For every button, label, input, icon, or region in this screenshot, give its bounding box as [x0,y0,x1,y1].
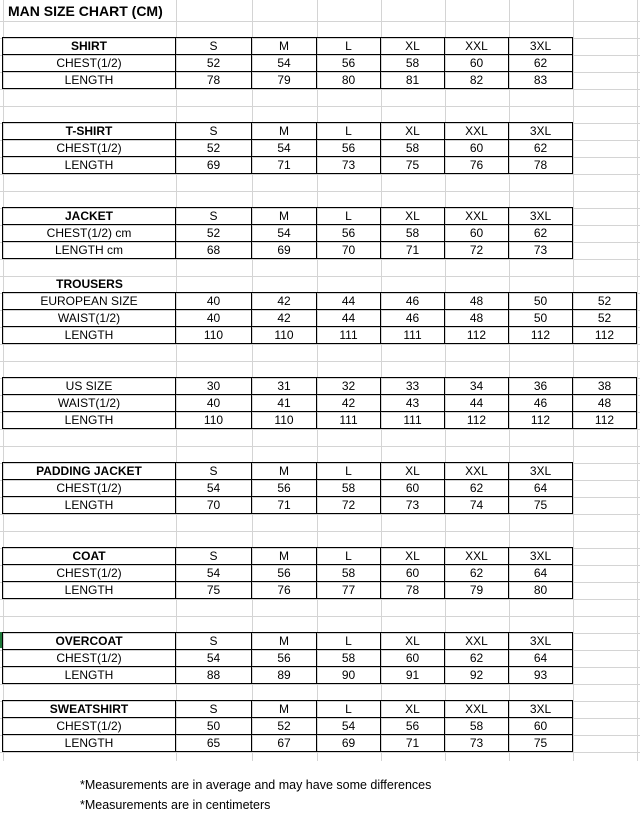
overcoat-header-cell[interactable]: L [316,632,381,650]
padding-jacket-cell[interactable]: 54 [175,479,252,497]
trousers-us-cell[interactable]: US SIZE [2,377,176,395]
trousers-eu-cell[interactable]: WAIST(1/2) [2,309,176,327]
jacket-header-cell[interactable]: L [316,207,381,225]
jacket-header-cell[interactable]: XL [380,207,445,225]
gridline-row [0,174,640,175]
padding-jacket-cell[interactable]: 75 [508,496,573,514]
trousers-eu-cell[interactable]: 111 [316,326,381,344]
gridline-row [0,191,640,192]
overcoat-header-cell[interactable]: M [251,632,317,650]
trousers-us-cell[interactable]: 32 [316,377,381,395]
active-cell-marker [0,632,2,648]
shirt-cell[interactable]: 60 [444,54,509,72]
shirt-cell[interactable]: 79 [251,71,317,89]
trousers-eu-cell[interactable]: 52 [572,292,637,310]
trousers-eu-cell[interactable]: 110 [251,326,317,344]
gridline-row [0,684,640,685]
shirt-cell[interactable]: 83 [508,71,573,89]
trousers-us-cell[interactable]: 112 [444,411,509,429]
t-shirt-cell[interactable]: 56 [316,139,381,157]
trousers-eu-cell[interactable]: EUROPEAN SIZE [2,292,176,310]
trousers-us-cell[interactable]: 110 [251,411,317,429]
coat-cell[interactable]: 77 [316,581,381,599]
trousers-eu-cell[interactable]: 44 [316,292,381,310]
overcoat-cell[interactable]: 88 [175,666,252,684]
trousers-eu-cell[interactable]: 40 [175,309,252,327]
gridline-row [0,344,640,345]
trousers-eu-cell[interactable]: LENGTH [2,326,176,344]
coat-header-cell[interactable]: L [316,547,381,565]
overcoat-cell[interactable]: 54 [175,649,252,667]
overcoat-cell[interactable]: 90 [316,666,381,684]
padding-jacket-header-cell[interactable]: S [175,462,252,480]
trousers-us-cell[interactable]: 112 [508,411,573,429]
jacket-cell[interactable]: 72 [444,241,509,259]
sweatshirt-header-cell[interactable]: SWEATSHIRT [2,700,176,718]
jacket-cell[interactable]: 73 [508,241,573,259]
overcoat-header-cell[interactable]: OVERCOAT [2,632,176,650]
overcoat-cell[interactable]: 92 [444,666,509,684]
trousers-us-cell[interactable]: 48 [572,394,637,412]
padding-jacket-cell[interactable]: 74 [444,496,509,514]
sweatshirt-cell[interactable]: CHEST(1/2) [2,717,176,735]
gridline-row [0,106,640,107]
t-shirt-cell[interactable]: 69 [175,156,252,174]
jacket-cell[interactable]: 62 [508,224,573,242]
coat-header-cell[interactable]: M [251,547,317,565]
padding-jacket-cell[interactable]: 72 [316,496,381,514]
sweatshirt-cell[interactable]: 67 [251,734,317,752]
jacket-header-cell[interactable]: S [175,207,252,225]
trousers-eu-cell[interactable]: 40 [175,292,252,310]
padding-jacket-cell[interactable]: CHEST(1/2) [2,479,176,497]
trousers-us-cell[interactable]: 30 [175,377,252,395]
t-shirt-cell[interactable]: LENGTH [2,156,176,174]
footnote-units: *Measurements are in centimeters [80,798,271,812]
padding-jacket-header-cell[interactable]: PADDING JACKET [2,462,176,480]
padding-jacket-cell[interactable]: 73 [380,496,445,514]
sweatshirt-cell[interactable]: 60 [508,717,573,735]
t-shirt-cell[interactable]: 73 [316,156,381,174]
sweatshirt-cell[interactable]: 71 [380,734,445,752]
coat-cell[interactable]: 78 [380,581,445,599]
shirt-cell[interactable]: 52 [175,54,252,72]
sweatshirt-header-cell[interactable]: M [251,700,317,718]
t-shirt-cell[interactable]: 62 [508,139,573,157]
jacket-cell[interactable]: 56 [316,224,381,242]
padding-jacket-header-cell[interactable]: XL [380,462,445,480]
coat-header-cell[interactable]: S [175,547,252,565]
shirt-header-cell[interactable]: M [251,37,317,55]
trousers-eu-cell[interactable]: 52 [572,309,637,327]
t-shirt-header-cell[interactable]: 3XL [508,122,573,140]
t-shirt-cell[interactable]: 54 [251,139,317,157]
gridline-row [0,429,640,430]
footnote-average: *Measurements are in average and may have some differences [80,778,432,792]
coat-cell[interactable]: 62 [444,564,509,582]
trousers-eu-cell[interactable]: 50 [508,309,573,327]
trousers-us-cell[interactable]: 46 [508,394,573,412]
padding-jacket-cell[interactable]: 70 [175,496,252,514]
shirt-header-cell[interactable]: XL [380,37,445,55]
sweatshirt-cell[interactable]: 50 [175,717,252,735]
trousers-eu-cell[interactable]: 112 [444,326,509,344]
trousers-us-cell[interactable]: LENGTH [2,411,176,429]
jacket-header-cell[interactable]: XXL [444,207,509,225]
sweatshirt-header-cell[interactable]: S [175,700,252,718]
overcoat-cell[interactable]: 93 [508,666,573,684]
jacket-header-cell[interactable]: 3XL [508,207,573,225]
sweatshirt-cell[interactable]: 65 [175,734,252,752]
t-shirt-cell[interactable]: CHEST(1/2) [2,139,176,157]
gridline-column [637,0,638,761]
sweatshirt-cell[interactable]: 52 [251,717,317,735]
trousers-us-cell[interactable]: 36 [508,377,573,395]
t-shirt-cell[interactable]: 76 [444,156,509,174]
gridline-row [0,361,640,362]
coat-cell[interactable]: 75 [175,581,252,599]
coat-cell[interactable]: 64 [508,564,573,582]
shirt-cell[interactable]: 62 [508,54,573,72]
trousers-us-cell[interactable]: 111 [380,411,445,429]
overcoat-header-cell[interactable]: XXL [444,632,509,650]
t-shirt-cell[interactable]: 60 [444,139,509,157]
sweatshirt-cell[interactable]: 73 [444,734,509,752]
coat-cell[interactable]: 58 [316,564,381,582]
sweatshirt-cell[interactable]: 58 [444,717,509,735]
trousers-us-cell[interactable]: 31 [251,377,317,395]
jacket-cell[interactable]: 58 [380,224,445,242]
t-shirt-header-cell[interactable]: XXL [444,122,509,140]
trousers-eu-cell[interactable]: 48 [444,292,509,310]
trousers-eu-cell[interactable]: 112 [508,326,573,344]
t-shirt-cell[interactable]: 75 [380,156,445,174]
shirt-cell[interactable]: 81 [380,71,445,89]
gridline-row [0,616,640,617]
trousers-us-cell[interactable]: 38 [572,377,637,395]
shirt-cell[interactable]: 78 [175,71,252,89]
jacket-cell[interactable]: 71 [380,241,445,259]
jacket-cell[interactable]: 54 [251,224,317,242]
padding-jacket-cell[interactable]: 62 [444,479,509,497]
t-shirt-cell[interactable]: 71 [251,156,317,174]
padding-jacket-cell[interactable]: LENGTH [2,496,176,514]
shirt-header-cell[interactable]: S [175,37,252,55]
gridline-row [0,514,640,515]
padding-jacket-header-cell[interactable]: M [251,462,317,480]
coat-cell[interactable]: 76 [251,581,317,599]
trousers-eu-cell[interactable]: 50 [508,292,573,310]
trousers-us-cell[interactable]: 41 [251,394,317,412]
coat-cell[interactable]: 60 [380,564,445,582]
trousers-eu-cell[interactable]: 112 [572,326,637,344]
jacket-header-cell[interactable]: M [251,207,317,225]
t-shirt-header-cell[interactable]: S [175,122,252,140]
padding-jacket-cell[interactable]: 60 [380,479,445,497]
sweatshirt-cell[interactable]: 56 [380,717,445,735]
gridline-row [0,752,640,753]
gridline-row [0,259,640,260]
sweatshirt-cell[interactable]: 69 [316,734,381,752]
jacket-cell[interactable]: 60 [444,224,509,242]
t-shirt-header-cell[interactable]: XL [380,122,445,140]
trousers-eu-label[interactable]: TROUSERS [56,277,123,291]
t-shirt-header-cell[interactable]: L [316,122,381,140]
padding-jacket-cell[interactable]: 56 [251,479,317,497]
overcoat-header-cell[interactable]: 3XL [508,632,573,650]
padding-jacket-header-cell[interactable]: 3XL [508,462,573,480]
sweatshirt-cell[interactable]: LENGTH [2,734,176,752]
overcoat-cell[interactable]: 56 [251,649,317,667]
overcoat-cell[interactable]: 64 [508,649,573,667]
t-shirt-header-cell[interactable]: M [251,122,317,140]
trousers-eu-cell[interactable]: 46 [380,292,445,310]
gridline-row [0,446,640,447]
sweatshirt-cell[interactable]: 54 [316,717,381,735]
sweatshirt-cell[interactable]: 75 [508,734,573,752]
trousers-us-cell[interactable]: 110 [175,411,252,429]
trousers-eu-cell[interactable]: 48 [444,309,509,327]
trousers-us-cell[interactable]: WAIST(1/2) [2,394,176,412]
trousers-us-cell[interactable]: 42 [316,394,381,412]
padding-jacket-cell[interactable]: 58 [316,479,381,497]
trousers-eu-cell[interactable]: 110 [175,326,252,344]
coat-cell[interactable]: 79 [444,581,509,599]
gridline-row [0,89,640,90]
coat-header-cell[interactable]: 3XL [508,547,573,565]
sweatshirt-header-cell[interactable]: L [316,700,381,718]
jacket-cell[interactable]: 70 [316,241,381,259]
coat-cell[interactable]: LENGTH [2,581,176,599]
gridline-row [0,599,640,600]
coat-cell[interactable]: CHEST(1/2) [2,564,176,582]
coat-header-cell[interactable]: XL [380,547,445,565]
coat-header-cell[interactable]: COAT [2,547,176,565]
coat-cell[interactable]: 80 [508,581,573,599]
jacket-header-cell[interactable]: JACKET [2,207,176,225]
shirt-cell[interactable]: 54 [251,54,317,72]
trousers-us-cell[interactable]: 34 [444,377,509,395]
trousers-eu-cell[interactable]: 42 [251,309,317,327]
overcoat-cell[interactable]: 58 [316,649,381,667]
jacket-cell[interactable]: 69 [251,241,317,259]
trousers-us-cell[interactable]: 44 [444,394,509,412]
padding-jacket-header-cell[interactable]: L [316,462,381,480]
jacket-cell[interactable]: CHEST(1/2) cm [2,224,176,242]
jacket-cell[interactable]: 52 [175,224,252,242]
trousers-eu-cell[interactable]: 46 [380,309,445,327]
coat-cell[interactable]: 56 [251,564,317,582]
shirt-cell[interactable]: 56 [316,54,381,72]
coat-cell[interactable]: 54 [175,564,252,582]
trousers-us-cell[interactable]: 33 [380,377,445,395]
shirt-cell[interactable]: CHEST(1/2) [2,54,176,72]
shirt-header-cell[interactable]: XXL [444,37,509,55]
shirt-header-cell[interactable]: 3XL [508,37,573,55]
shirt-cell[interactable]: LENGTH [2,71,176,89]
shirt-header-cell[interactable]: SHIRT [2,37,176,55]
jacket-cell[interactable]: 68 [175,241,252,259]
trousers-us-cell[interactable]: 43 [380,394,445,412]
trousers-eu-cell[interactable]: 42 [251,292,317,310]
trousers-eu-cell[interactable]: 44 [316,309,381,327]
t-shirt-cell[interactable]: 58 [380,139,445,157]
overcoat-header-cell[interactable]: S [175,632,252,650]
padding-jacket-cell[interactable]: 71 [251,496,317,514]
trousers-us-cell[interactable]: 111 [316,411,381,429]
shirt-cell[interactable]: 80 [316,71,381,89]
padding-jacket-cell[interactable]: 64 [508,479,573,497]
overcoat-cell[interactable]: 60 [380,649,445,667]
t-shirt-cell[interactable]: 78 [508,156,573,174]
shirt-cell[interactable]: 58 [380,54,445,72]
overcoat-cell[interactable]: CHEST(1/2) [2,649,176,667]
gridline-row [0,21,640,22]
overcoat-cell[interactable]: 91 [380,666,445,684]
gridline-row [0,531,640,532]
coat-header-cell[interactable]: XXL [444,547,509,565]
t-shirt-header-cell[interactable]: T-SHIRT [2,122,176,140]
jacket-cell[interactable]: LENGTH cm [2,241,176,259]
shirt-cell[interactable]: 82 [444,71,509,89]
overcoat-cell[interactable]: LENGTH [2,666,176,684]
trousers-eu-cell[interactable]: 111 [380,326,445,344]
trousers-us-cell[interactable]: 40 [175,394,252,412]
overcoat-cell[interactable]: 62 [444,649,509,667]
trousers-us-cell[interactable]: 112 [572,411,637,429]
shirt-header-cell[interactable]: L [316,37,381,55]
sweatshirt-header-cell[interactable]: XL [380,700,445,718]
padding-jacket-header-cell[interactable]: XXL [444,462,509,480]
sweatshirt-header-cell[interactable]: 3XL [508,700,573,718]
t-shirt-cell[interactable]: 52 [175,139,252,157]
overcoat-header-cell[interactable]: XL [380,632,445,650]
page-title: MAN SIZE CHART (CM) [8,3,163,19]
overcoat-cell[interactable]: 89 [251,666,317,684]
sweatshirt-header-cell[interactable]: XXL [444,700,509,718]
